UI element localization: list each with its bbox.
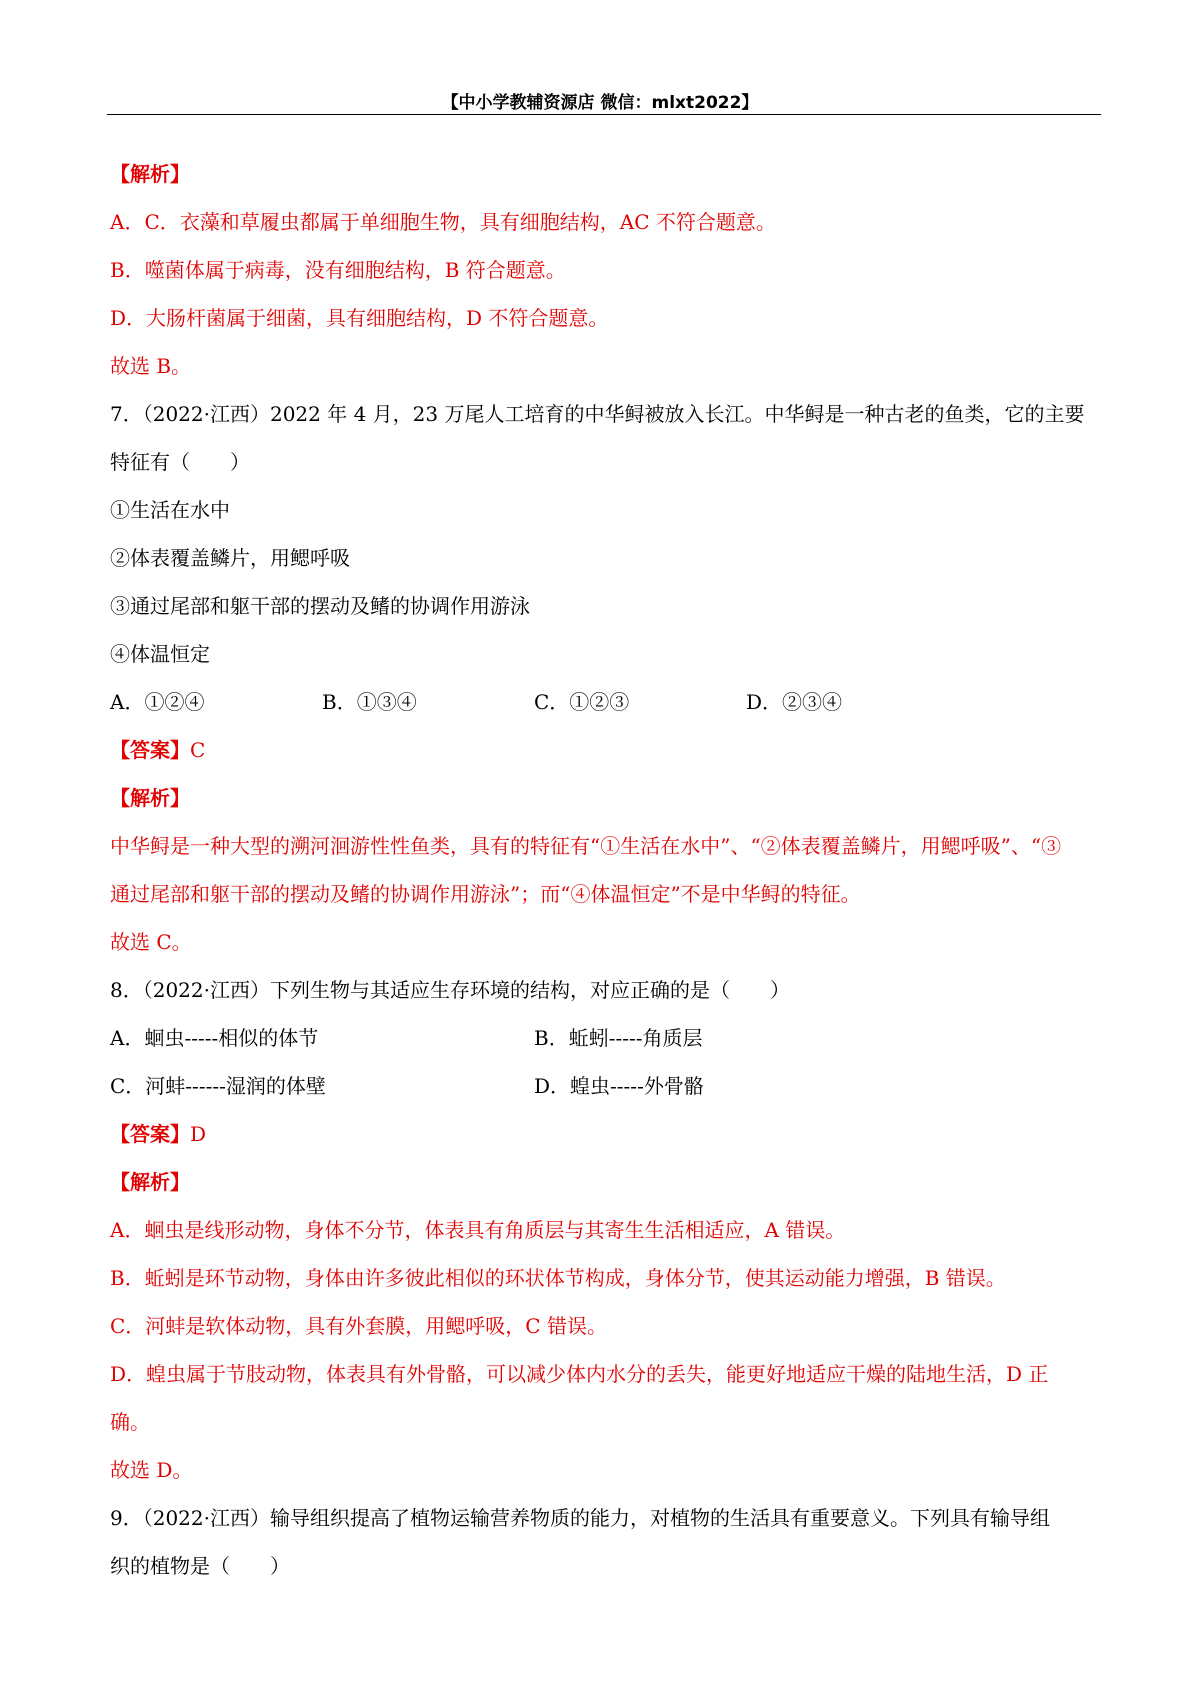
q7-option-a: A．①②④ <box>110 690 205 714</box>
q7-item-2: ②体表覆盖鳞片，用鳃呼吸 <box>110 546 350 570</box>
q7-stem-line1: 7．（2022·江西）2022 年 4 月，23 万尾人工培育的中华鲟被放入长江。中华鲟是一种古老的鱼类，它的主要 <box>110 402 1085 426</box>
q8-answer <box>110 1110 1100 1158</box>
q7-option-d: D．②③④ <box>746 690 843 714</box>
q6-conclusion: 故选 B。 <box>110 354 192 378</box>
q7-options <box>110 678 1100 726</box>
q7-option-c: C．①②③ <box>534 690 630 714</box>
q8-options-row1 <box>110 1014 1100 1062</box>
q8-answer-label: 【答案】 <box>110 1122 190 1146</box>
q9-stem-line2: 织的植物是（ ） <box>110 1554 290 1578</box>
q6-analysis-d: D．大肠杆菌属于细菌，具有细胞结构，D 不符合题意。 <box>110 306 609 330</box>
q6-analysis-a: A．C．衣藻和草履虫都属于单细胞生物，具有细胞结构，AC 不符合题意。 <box>110 210 776 234</box>
q7-answer-label: 【答案】 <box>110 738 190 762</box>
q7-option-b: B．①③④ <box>322 690 417 714</box>
q8-option-d: D．蝗虫-----外骨骼 <box>534 1074 704 1098</box>
q7-analysis-label: 【解析】 <box>110 786 190 810</box>
q8-option-a: A．蛔虫-----相似的体节 <box>110 1026 319 1050</box>
q7-item-4: ④体温恒定 <box>110 642 210 666</box>
page-content <box>110 150 1100 1590</box>
q8-analysis-c: C．河蚌是软体动物，具有外套膜，用鳃呼吸，C 错误。 <box>110 1314 607 1338</box>
page-header: 【中小学教辅资源店 微信：mlxt2022】 <box>441 93 759 113</box>
q7-stem-line2: 特征有（ ） <box>110 450 250 474</box>
q8-analysis-d: D．蝗虫属于节肢动物，体表具有外骨骼，可以减少体内水分的丢失，能更好地适应干燥的陆地生活，D 正 <box>110 1362 1049 1386</box>
q8-analysis-label: 【解析】 <box>110 1170 190 1194</box>
q7-analysis-line2: 通过尾部和躯干部的摆动及鳍的协调作用游泳”；而“④体温恒定”不是中华鲟的特征。 <box>110 882 861 906</box>
q6-analysis-label: 【解析】 <box>110 162 190 186</box>
q8-analysis-b: B．蚯蚓是环节动物，身体由许多彼此相似的环状体节构成，身体分节，使其运动能力增强，B 错误。 <box>110 1266 1006 1290</box>
q8-option-b: B．蚯蚓-----角质层 <box>534 1026 703 1050</box>
q7-answer-value: C <box>190 738 206 762</box>
q8-analysis-a: A．蛔虫是线形动物，身体不分节，体表具有角质层与其寄生生活相适应，A 错误。 <box>110 1218 846 1242</box>
q7-analysis-line1: 中华鲟是一种大型的溯河洄游性性鱼类，具有的特征有“①生活在水中”、“②体表覆盖鳞片，用鳃呼吸”、“③ <box>110 834 1062 858</box>
q7-item-3: ③通过尾部和躯干部的摆动及鳍的协调作用游泳 <box>110 594 530 618</box>
q8-options-row2 <box>110 1062 1100 1110</box>
q7-conclusion: 故选 C。 <box>110 930 192 954</box>
q7-item-1: ①生活在水中 <box>110 498 230 522</box>
q7-answer <box>110 726 1100 774</box>
header-rule <box>107 114 1101 115</box>
q8-option-c: C．河蚌------湿润的体壁 <box>110 1074 326 1098</box>
q9-stem-line1: 9．（2022·江西）输导组织提高了植物运输营养物质的能力，对植物的生活具有重要意义。下列具有输导组 <box>110 1506 1050 1530</box>
q8-conclusion: 故选 D。 <box>110 1458 193 1482</box>
q6-analysis-b: B．噬菌体属于病毒，没有细胞结构，B 符合题意。 <box>110 258 566 282</box>
q8-analysis-d-cont: 确。 <box>110 1410 150 1434</box>
q8-answer-value: D <box>190 1122 207 1146</box>
q8-stem: 8．（2022·江西）下列生物与其适应生存环境的结构，对应正确的是（ ） <box>110 978 790 1002</box>
